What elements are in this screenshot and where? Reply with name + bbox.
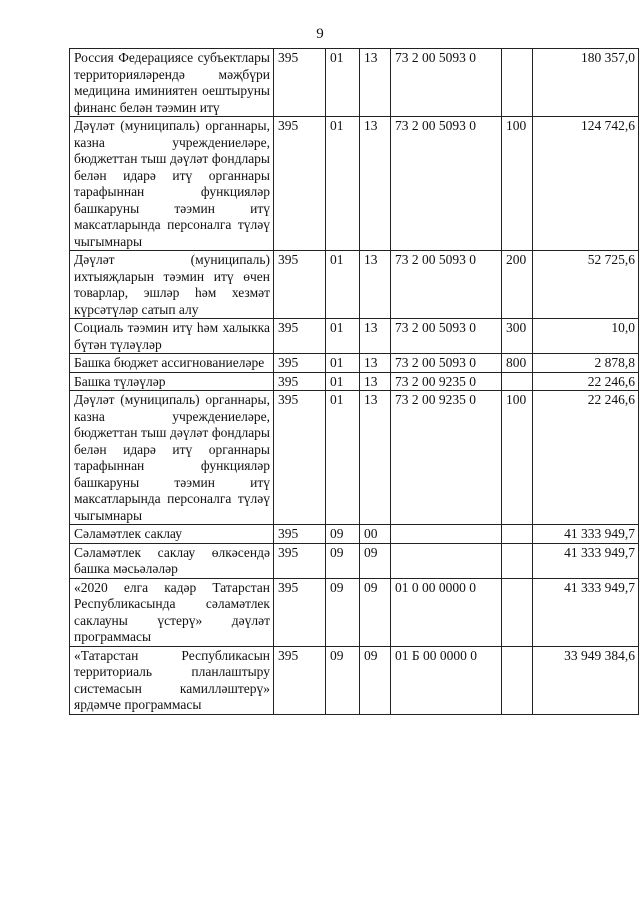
row-name: Сәламәтлек саклау өлкәсендә башка мәсьәләләр: [70, 543, 274, 578]
row-amount: 180 357,0: [533, 49, 639, 117]
row-section: 01: [326, 372, 360, 391]
table-row: [70, 117, 639, 251]
row-subsection: 00: [360, 525, 391, 544]
row-code: 395: [274, 372, 326, 391]
row-section: 01: [326, 319, 360, 354]
row-section: 09: [326, 525, 360, 544]
row-name: Россия Федерациясе субъектлары территорияләрендә мәҗбүри медицина иминиятен оештыруны финанс белән тәэмин итү: [70, 49, 274, 117]
row-amount: 124 742,6: [533, 117, 639, 251]
table-row: [70, 543, 639, 578]
row-section: 09: [326, 646, 360, 714]
row-code: 395: [274, 578, 326, 646]
table-row: [70, 372, 639, 391]
row-expense-type: [502, 49, 533, 117]
row-amount: 33 949 384,6: [533, 646, 639, 714]
row-subsection: 09: [360, 543, 391, 578]
row-section: 01: [326, 391, 360, 525]
row-code: 395: [274, 49, 326, 117]
row-amount: 41 333 949,7: [533, 525, 639, 544]
table-row: [70, 354, 639, 373]
row-expense-type: [502, 543, 533, 578]
row-name: Башка бюджет ассигнованиеләре: [70, 354, 274, 373]
row-name: Дәүләт (муниципаль) органнары, казна учреждениеләре, бюджеттан тыш дәүләт фондлары белән идарә итү органнары тарафыннан функцияләр башкаруны тәэмин итү максатларында персоналга түләү чыгымнары: [70, 391, 274, 525]
row-section: 01: [326, 354, 360, 373]
row-name: Дәүләт (муниципаль) органнары, казна учреждениеләре, бюджеттан тыш дәүләт фондлары белән идарә итү органнары тарафыннан функцияләр башкаруны тәэмин итү максатларында персоналга түләү чыгымнары: [70, 117, 274, 251]
row-article: 73 2 00 9235 0: [391, 391, 502, 525]
table-row: [70, 578, 639, 646]
page-number: 9: [316, 26, 324, 42]
table-row: [70, 49, 639, 117]
row-amount: 41 333 949,7: [533, 543, 639, 578]
row-expense-type: 100: [502, 391, 533, 525]
row-article: [391, 525, 502, 544]
row-subsection: 13: [360, 117, 391, 251]
row-article: 73 2 00 5093 0: [391, 354, 502, 373]
row-expense-type: [502, 372, 533, 391]
row-amount: 10,0: [533, 319, 639, 354]
row-name: Дәүләт (муниципаль) ихтыяҗларын тәэмин итү өчен товарлар, эшләр һәм хезмәт күрсәтүләр сатып алу: [70, 251, 274, 319]
row-expense-type: 200: [502, 251, 533, 319]
row-section: 01: [326, 49, 360, 117]
row-article: 73 2 00 9235 0: [391, 372, 502, 391]
table-row: [70, 251, 639, 319]
table-row: [70, 525, 639, 544]
row-code: 395: [274, 251, 326, 319]
row-name: Социаль тәэмин итү һәм халыкка бүтән түләүләр: [70, 319, 274, 354]
table-row: [70, 391, 639, 525]
row-name: «Татарстан Республикасын территориаль планлаштыру системасын камилләштерү» ярдәмче программасы: [70, 646, 274, 714]
row-article: 01 Б 00 0000 0: [391, 646, 502, 714]
row-name: Башка түләүләр: [70, 372, 274, 391]
row-code: 395: [274, 543, 326, 578]
row-name: Сәламәтлек саклау: [70, 525, 274, 544]
row-expense-type: [502, 578, 533, 646]
row-subsection: 13: [360, 354, 391, 373]
row-code: 395: [274, 117, 326, 251]
row-name: «2020 елга кадәр Татарстан Республикасында сәламәтлек саклауны үстерү» дәүләт программасы: [70, 578, 274, 646]
row-code: 395: [274, 525, 326, 544]
row-expense-type: [502, 646, 533, 714]
row-amount: 41 333 949,7: [533, 578, 639, 646]
row-article: 73 2 00 5093 0: [391, 251, 502, 319]
row-amount: 22 246,6: [533, 391, 639, 525]
row-section: 09: [326, 578, 360, 646]
row-subsection: 09: [360, 646, 391, 714]
row-expense-type: 800: [502, 354, 533, 373]
row-article: 01 0 00 0000 0: [391, 578, 502, 646]
row-expense-type: 100: [502, 117, 533, 251]
row-code: 395: [274, 354, 326, 373]
row-subsection: 13: [360, 251, 391, 319]
row-code: 395: [274, 646, 326, 714]
row-subsection: 13: [360, 372, 391, 391]
row-subsection: 09: [360, 578, 391, 646]
row-subsection: 13: [360, 391, 391, 525]
row-subsection: 13: [360, 49, 391, 117]
row-amount: 2 878,8: [533, 354, 639, 373]
row-amount: 22 246,6: [533, 372, 639, 391]
row-section: 01: [326, 117, 360, 251]
row-article: [391, 543, 502, 578]
row-section: 01: [326, 251, 360, 319]
row-subsection: 13: [360, 319, 391, 354]
table-row: [70, 319, 639, 354]
row-code: 395: [274, 319, 326, 354]
table-row: [70, 646, 639, 714]
row-code: 395: [274, 391, 326, 525]
row-expense-type: 300: [502, 319, 533, 354]
row-expense-type: [502, 525, 533, 544]
row-section: 09: [326, 543, 360, 578]
budget-table: [69, 48, 639, 715]
row-article: 73 2 00 5093 0: [391, 117, 502, 251]
row-article: 73 2 00 5093 0: [391, 49, 502, 117]
row-amount: 52 725,6: [533, 251, 639, 319]
row-article: 73 2 00 5093 0: [391, 319, 502, 354]
